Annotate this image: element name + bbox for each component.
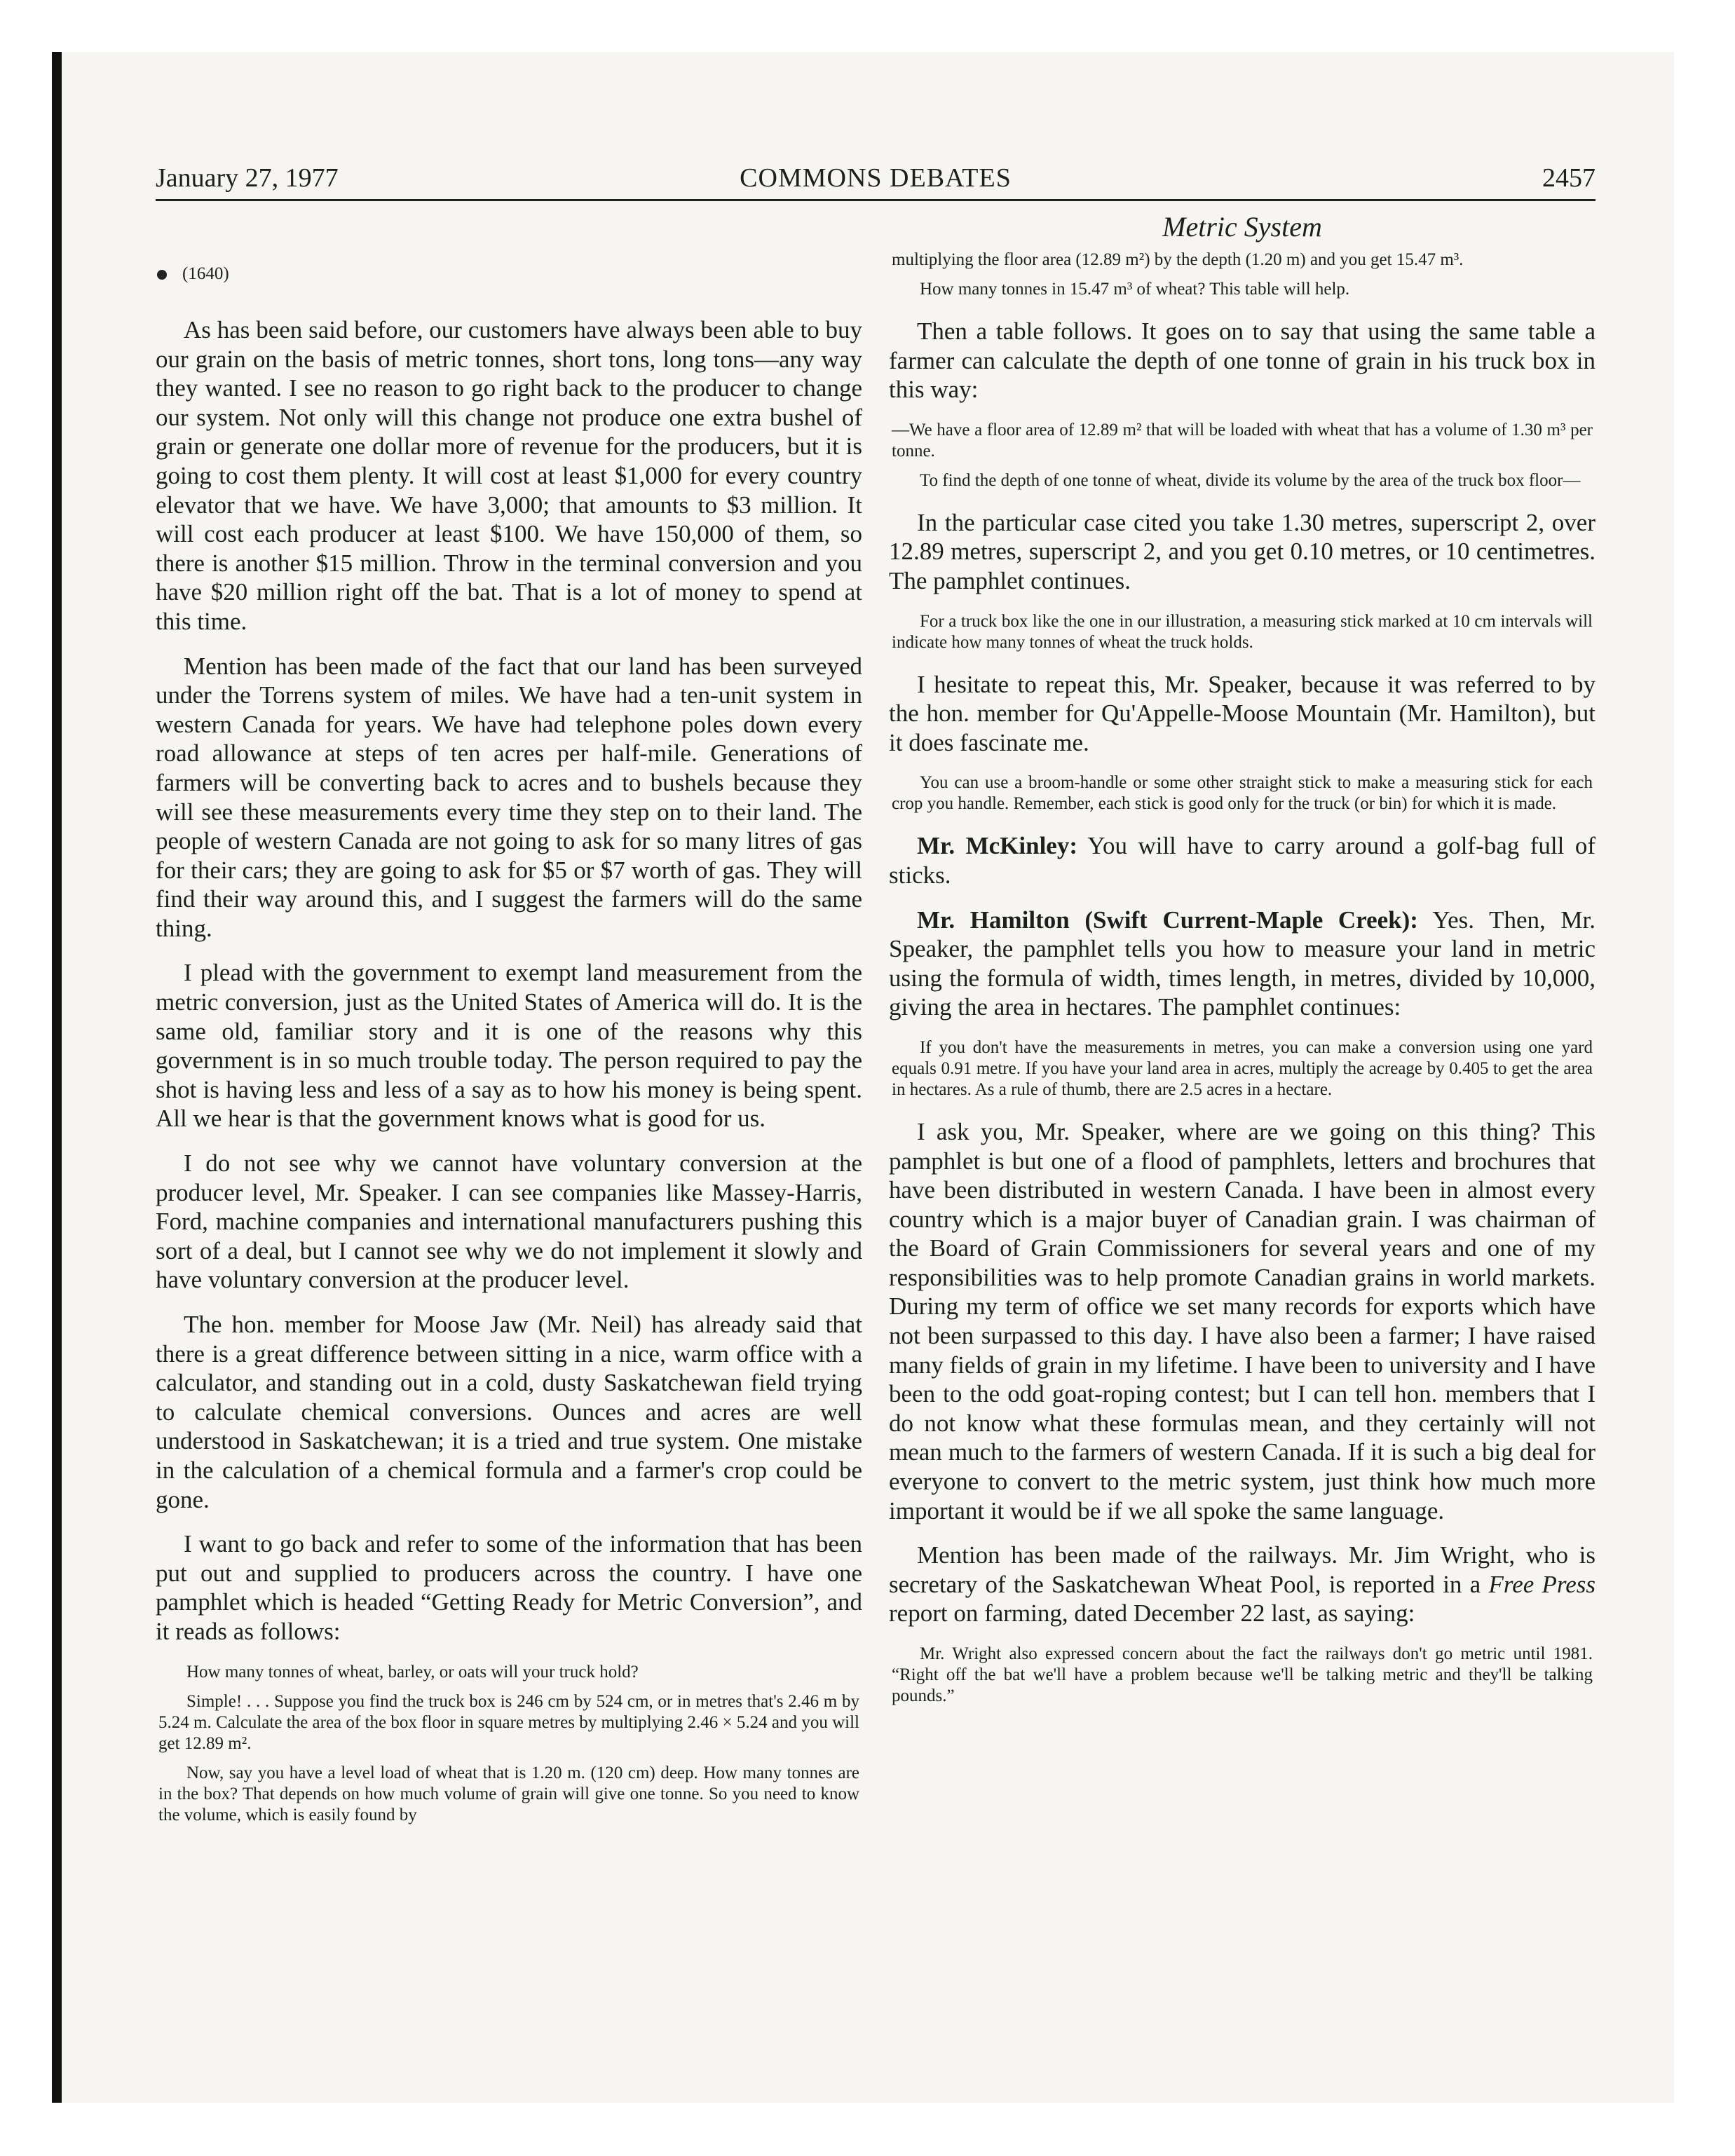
pamphlet-quote	[889, 1037, 1595, 1100]
speech-hamilton	[889, 906, 1595, 1022]
quote-paragraph: How many tonnes in 15.47 m³ of wheat? This table will help.	[920, 280, 1350, 299]
quote-paragraph: —We have a floor area of 12.89 m² that will be loaded with wheat that has a volume of 1.30 m³ per tonne.	[892, 420, 1593, 460]
paragraph: Mention has been made of the fact that our land has been surveyed under the Torrens system of miles. We have had a ten-unit system in western Canada for years. We have had telephone poles down every road allowance at steps of ten acres per half-mile. Generations of farmers will be converting back to acres and to bushels because they will see these measurements every time they step on to their land. The people of western Canada are not going to ask for so many litres of gas for their cars; they are going to ask for $5 or $7 worth of gas. They will find their way around this, and I suggest the farmers will do the same thing.	[156, 652, 862, 942]
pamphlet-quote	[889, 611, 1595, 653]
quote-paragraph: multiplying the floor area (12.89 m²) by the depth (1.20 m) and you get 15.47 m³.	[892, 250, 1464, 269]
publication-name: Free Press	[1488, 1570, 1596, 1598]
bullet-icon	[157, 270, 167, 280]
press-quote	[889, 1644, 1595, 1707]
paragraph-text: report on farming, dated December 22 last, as saying:	[889, 1599, 1415, 1628]
paragraph-text: Mention has been made of the railways. Mr. Jim Wright, who is secretary of the Saskatchewan Wheat Pool, is reported in a	[889, 1541, 1595, 1598]
paragraph: I want to go back and refer to some of the information that has been put out and supplied to producers across the country. I have one pamphlet which is headed “Getting Ready for Metric Conversion”, and it reads as follows:	[156, 1530, 862, 1645]
right-column	[889, 250, 1595, 1724]
quote-paragraph: Simple! . . . Suppose you find the truck box is 246 cm by 524 cm, or in metres that's 2.46 m by 5.24 m. Calculate the area of the box floor in square metres by multiplying 2.46 × 5.24 and you will get 12.89 m².	[158, 1691, 859, 1753]
paragraph: As has been said before, our customers have always been able to buy our grain on the basis of metric tonnes, short tons, long tons—any way they wanted. I see no reason to go right back to the producer to change our system. Not only will this change not produce one extra bushel of grain or generate one dollar more of revenue for the producers, but it is going to cost them plenty. It will cost at least $1,000 for every country elevator that we have. We have 3,000; that amounts to $3 million. It will cost each producer at least $100. We have 150,000 of them, so there is another $15 million. Throw in the terminal conversion and you have $20 million right off the bat. That is a lot of money to spend at this time.	[156, 316, 862, 635]
scan-edge-bar	[52, 52, 62, 2103]
left-column	[156, 252, 862, 1843]
speaker-name: Mr. McKinley:	[917, 832, 1077, 860]
pamphlet-quote-continued	[889, 250, 1595, 300]
header-title: COMMONS DEBATES	[740, 163, 1012, 193]
paragraph: In the particular case cited you take 1.30 metres, superscript 2, over 12.89 metres, superscript 2, and you get 0.10 metres, or 10 centimetres. The pamphlet continues.	[889, 508, 1595, 594]
quote-paragraph: For a truck box like the one in our illustration, a measuring stick marked at 10 cm intervals will indicate how many tonnes of wheat the truck holds.	[892, 611, 1593, 652]
quote-paragraph: To find the depth of one tonne of wheat, divide its volume by the area of the truck box floor—	[920, 470, 1581, 490]
quote-paragraph: Now, say you have a level load of wheat that is 1.20 m. (120 cm) deep. How many tonnes are in the box? That depends on how much volume of grain will give one tonne. So you need to know the volume, which is easily found by	[158, 1763, 859, 1824]
paragraph	[889, 1541, 1595, 1628]
speech-text: You will have to carry around a golf-bag full of sticks.	[889, 832, 1595, 889]
quote-paragraph: You can use a broom-handle or some other straight stick to make a measuring stick for each crop you handle. Remember, each stick is good only for the truck (or bin) for which it is made.	[892, 773, 1593, 814]
paragraph: I plead with the government to exempt land measurement from the metric conversion, just as the United States of America will do. It is the same old, familiar story and it is one of the reasons why this government is in so much trouble today. The person required to pay the shot is having less and less of a say as to how his money is being spent. All we hear is that the government knows what is good for us.	[156, 959, 862, 1133]
time-marker-text: (1640)	[182, 264, 229, 283]
header-date: January 27, 1977	[156, 163, 339, 193]
speech-text: Yes. Then, Mr. Speaker, the pamphlet tells you how to measure your land in metric using the formula of width, times length, in metres, divided by 10,000, giving the area in hectares. The pamphlet continues:	[889, 906, 1596, 1021]
pamphlet-quote	[889, 772, 1595, 814]
quote-paragraph: Mr. Wright also expressed concern about the fact the railways don't go metric until 1981. “Right off the bat we'll have a problem because we'll be talking metric and they'll be talking pounds.”	[892, 1644, 1593, 1705]
speech-mckinley	[889, 831, 1595, 889]
pamphlet-quote	[156, 1662, 862, 1826]
paragraph: I hesitate to repeat this, Mr. Speaker, because it was referred to by the hon. member for Qu'Appelle-Moose Mountain (Mr. Hamilton), but it does fascinate me.	[889, 670, 1595, 756]
quote-paragraph: If you don't have the measurements in metres, you can make a conversion using one yard equals 0.91 metre. If you have your land area in acres, multiply the acreage by 0.405 to get the area in hectares. As a rule of thumb, there are 2.5 acres in a hectare.	[892, 1037, 1593, 1099]
quote-paragraph: How many tonnes of wheat, barley, or oats will your truck hold?	[186, 1662, 639, 1681]
paragraph: I do not see why we cannot have voluntary conversion at the producer level, Mr. Speaker. I can see companies like Massey-Harris, Ford, machine companies and international manufacturers pushing this sort of a deal, but I cannot see why we do not implement it slowly and have voluntary conversion at the producer level.	[156, 1149, 862, 1294]
section-title: Metric System	[1162, 211, 1322, 243]
speaker-name: Mr. Hamilton (Swift Current-Maple Creek):	[917, 906, 1418, 934]
page-header	[156, 163, 1595, 201]
paragraph: I ask you, Mr. Speaker, where are we going on this thing? This pamphlet is but one of a flood of pamphlets, letters and brochures that have been distributed in western Canada. I have been in almost every country which is a major buyer of Canadian grain. I was chairman of the Board of Grain Commissioners for several years and one of my responsibilities was to help promote Canadian grains in world markets. During my term of office we set many records for exports which have not been surpassed to this day. I have also been a farmer; I have raised many fields of grain in my lifetime. I have been to university and I have been to the odd goat-roping contest; but I can tell hon. members that I do not know what these formulas mean, and they certainly will not mean much to the farmers of western Canada. If it is such a big deal for everyone to convert to the metric system, just think how much more important it would be if we all spoke the same language.	[889, 1117, 1595, 1524]
time-marker	[157, 264, 862, 285]
pamphlet-quote	[889, 420, 1595, 491]
page-number: 2457	[1542, 163, 1595, 193]
paragraph: The hon. member for Moose Jaw (Mr. Neil) has already said that there is a great difference between sitting in a nice, warm office with a calculator, and standing out in a cold, dusty Saskatchewan field trying to calculate chemical conversions. Ounces and acres are well understood in Saskatchewan; it is a tried and true system. One mistake in the calculation of a chemical formula and a farmer's crop could be gone.	[156, 1311, 862, 1513]
paragraph: Then a table follows. It goes on to say that using the same table a farmer can calculate the depth of one tonne of grain in his truck box in this way:	[889, 318, 1595, 404]
